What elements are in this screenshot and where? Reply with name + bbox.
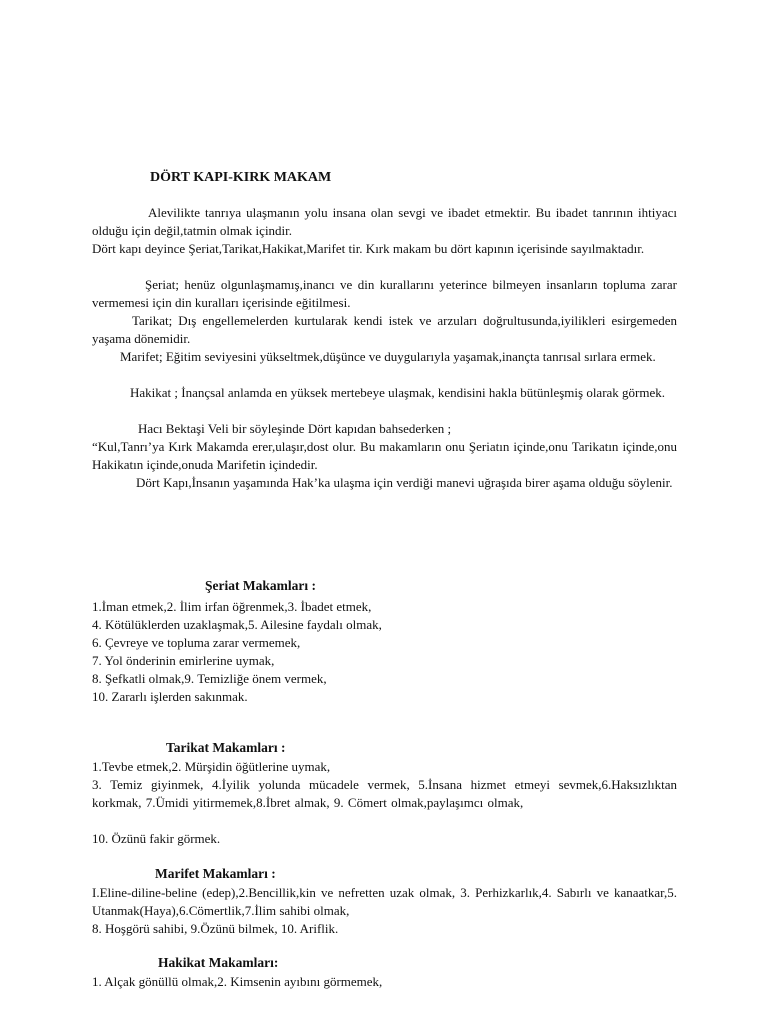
intro-paragraph-2: Dört kapı deyince Şeriat,Tarikat,Hakikat,Marifet tir. Kırk makam bu dört kapının içerisinde sayılmaktadır.: [92, 241, 645, 256]
seriat-line-3: 6. Çevreye ve topluma zarar vermemek,: [92, 635, 301, 650]
seriat-line-5: 8. Şefkatli olmak,9. Temizliğe önem vermek,: [92, 671, 327, 686]
tarikat-heading: Tarikat Makamları :: [166, 740, 286, 755]
seriat-line-1: 1.İman etmek,2. İlim irfan öğrenmek,3. İbadet etmek,: [92, 599, 372, 614]
intro-paragraph-hakikat: Hakikat ; İnançsal anlamda en yüksek mertebeye ulaşmak, kendisini hakla bütünleşmiş olarak görmek.: [130, 385, 666, 400]
intro-paragraph-seriat: Şeriat; henüz olgunlaşmamış,inancı ve din kurallarını yeterince bilmeyen insanların topluma zarar vermemesi için din kuralları içerisinde eğitilmesi.: [92, 277, 677, 310]
marifet-heading: Marifet Makamları :: [155, 866, 276, 881]
marifet-paragraph: I.Eline-diline-beline (edep),2.Bencillik,kin ve nefretten uzak olmak, 3. Perhizkarlık,4. Sabırlı ve kanaatkar,5. Utanmak(Haya),6.Cömertlik,7.İlim sahibi olmak,: [92, 885, 677, 918]
hakikat-line-1: 1. Alçak gönüllü olmak,2. Kimsenin ayıbını görmemek,: [92, 974, 383, 989]
marifet-line-last: 8. Hoşgörü sahibi, 9.Özünü bilmek, 10. Ariflik.: [92, 921, 339, 936]
page-title: DÖRT KAPI-KIRK MAKAM: [150, 170, 332, 185]
intro-paragraph-tarikat: Tarikat; Dış engellemelerden kurtularak kendi istek ve arzuları doğrultusunda,iyilikleri esirgemeden yaşama dönemidir.: [92, 313, 677, 346]
intro-paragraph-quote: “Kul,Tanrı’ya Kırk Makamda erer,ulaşır,dost olur. Bu makamların onu Şeriatın içinde,onu Tarikatın içinde,onu Hakikatın içinde,onuda Marifetin içindedir.: [92, 439, 677, 472]
intro-paragraph-1: Alevilikte tanrıya ulaşmanın yolu insana olan sevgi ve ibadet etmektir. Bu ibadet tanrının ihtiyacı olduğu için değil,tatmin olmak içindir.: [92, 205, 677, 238]
intro-paragraph-haci-bektas: Hacı Bektaşi Veli bir söyleşinde Dört kapıdan bahsederken ;: [138, 421, 452, 436]
tarikat-line-last: 10. Özünü fakir görmek.: [92, 831, 221, 846]
seriat-line-6: 10. Zararlı işlerden sakınmak.: [92, 689, 248, 704]
tarikat-paragraph: 3. Temiz giyinmek, 4.İyilik yolunda mücadele vermek, 5.İnsana hizmet etmeyi sevmek,6.Haksızlıktan korkmak, 7.Ümidi yitirmemek,8.İbret almak, 9. Cömert olmak,paylaşımcı olmak,: [92, 777, 677, 810]
intro-paragraph-marifet: Marifet; Eğitim seviyesini yükseltmek,düşünce ve duygularıyla yaşamak,inançta tanrısal sırlara ermek.: [120, 349, 656, 364]
hakikat-heading: Hakikat Makamları:: [158, 955, 279, 970]
tarikat-line-1: 1.Tevbe etmek,2. Mürşidin öğütlerine uymak,: [92, 759, 331, 774]
seriat-line-4: 7. Yol önderinin emirlerine uymak,: [92, 653, 275, 668]
seriat-heading: Şeriat Makamları :: [205, 578, 316, 593]
seriat-line-2: 4. Kötülüklerden uzaklaşmak,5. Ailesine faydalı olmak,: [92, 617, 382, 632]
intro-paragraph-dort-kapi: Dört Kapı,İnsanın yaşamında Hak’ka ulaşma için verdiği manevi uğraşıda birer aşama olduğu söylenir.: [136, 475, 673, 490]
